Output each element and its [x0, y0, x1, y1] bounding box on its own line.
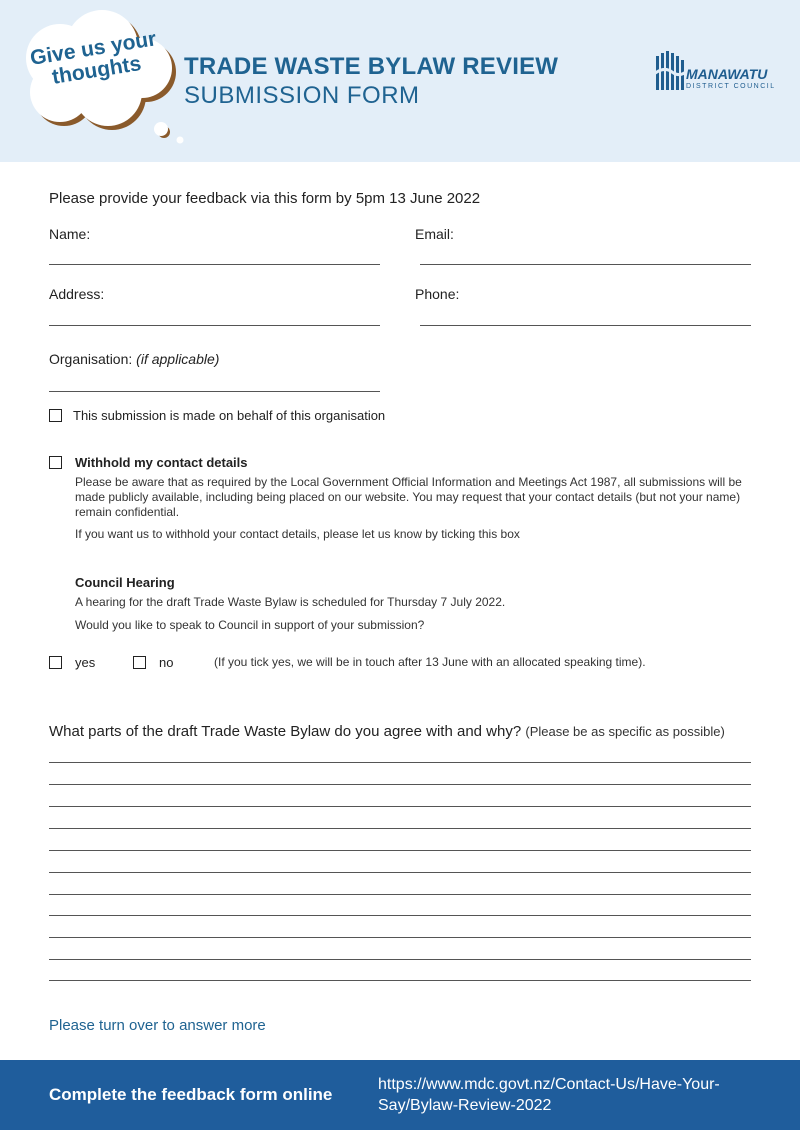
name-field[interactable] [49, 264, 380, 265]
address-label: Address: [49, 286, 105, 302]
hearing-question: Would you like to speak to Council in support of your submission? [75, 618, 425, 632]
answer-line[interactable] [49, 915, 751, 916]
hearing-title: Council Hearing [75, 575, 175, 590]
answer-line[interactable] [49, 806, 751, 807]
give-us-your-thoughts-badge: Give us your thoughts [28, 27, 158, 89]
no-checkbox[interactable] [133, 656, 146, 669]
email-label: Email: [415, 226, 454, 242]
organisation-label: Organisation: [49, 351, 133, 367]
logo-name: MANAWATU [686, 66, 768, 82]
address-field[interactable] [49, 325, 380, 326]
withhold-title: Withhold my contact details [75, 455, 248, 470]
org-behalf-checkbox[interactable] [49, 409, 62, 422]
hearing-body: A hearing for the draft Trade Waste Bylaw is scheduled for Thursday 7 July 2022. [75, 595, 506, 609]
answer-line[interactable] [49, 894, 751, 895]
page-title: TRADE WASTE BYLAW REVIEW [184, 53, 559, 80]
answer-line[interactable] [49, 937, 751, 938]
phone-field[interactable] [420, 325, 751, 326]
yes-checkbox[interactable] [49, 656, 62, 669]
phone-label: Phone: [415, 286, 460, 302]
answer-line[interactable] [49, 850, 751, 851]
question-text: What parts of the draft Trade Waste Bylaw do you agree with and why? [49, 723, 522, 740]
withhold-instruction: If you want us to withhold your contact details, please let us know by ticking this box [75, 527, 520, 541]
footer-cta: Complete the feedback form online [49, 1085, 333, 1104]
answer-line[interactable] [49, 828, 751, 829]
question-row [49, 723, 725, 740]
withhold-checkbox[interactable] [49, 456, 62, 469]
withhold-body: Please be aware that as required by the Local Government Official Information and Meetings Act 1987, all submissions will be made publicly available, including being placed on our website. You may request that your contact details (but not your name) remain confidential. [75, 475, 742, 519]
email-field[interactable] [420, 264, 751, 265]
intro-text: Please provide your feedback via this form by 5pm 13 June 2022 [49, 190, 481, 207]
question-hint: (Please be as specific as possible) [525, 724, 725, 739]
organisation-field[interactable] [49, 391, 380, 392]
logo-subtitle: DISTRICT COUNCIL [686, 83, 776, 90]
council-logo-icon [654, 50, 688, 92]
name-label: Name: [49, 226, 91, 242]
organisation-hint: (if applicable) [136, 351, 220, 367]
org-behalf-label: This submission is made on behalf of this organisation [73, 408, 386, 423]
no-label: no [159, 655, 174, 670]
answer-line[interactable] [49, 959, 751, 960]
page-subtitle: SUBMISSION FORM [184, 82, 420, 109]
answer-line[interactable] [49, 872, 751, 873]
answer-line[interactable] [49, 762, 751, 763]
answer-line[interactable] [49, 784, 751, 785]
answer-line[interactable] [49, 980, 751, 981]
organisation-label-row [49, 351, 219, 367]
turn-over-note: Please turn over to answer more [49, 1017, 266, 1034]
yes-label: yes [75, 655, 96, 670]
hearing-note: (If you tick yes, we will be in touch after 13 June with an allocated speaking time). [214, 655, 646, 669]
feedback-url-link[interactable]: https://www.mdc.govt.nz/Contact-Us/Have-Your-Say/Bylaw-Review-2022 [378, 1076, 720, 1114]
